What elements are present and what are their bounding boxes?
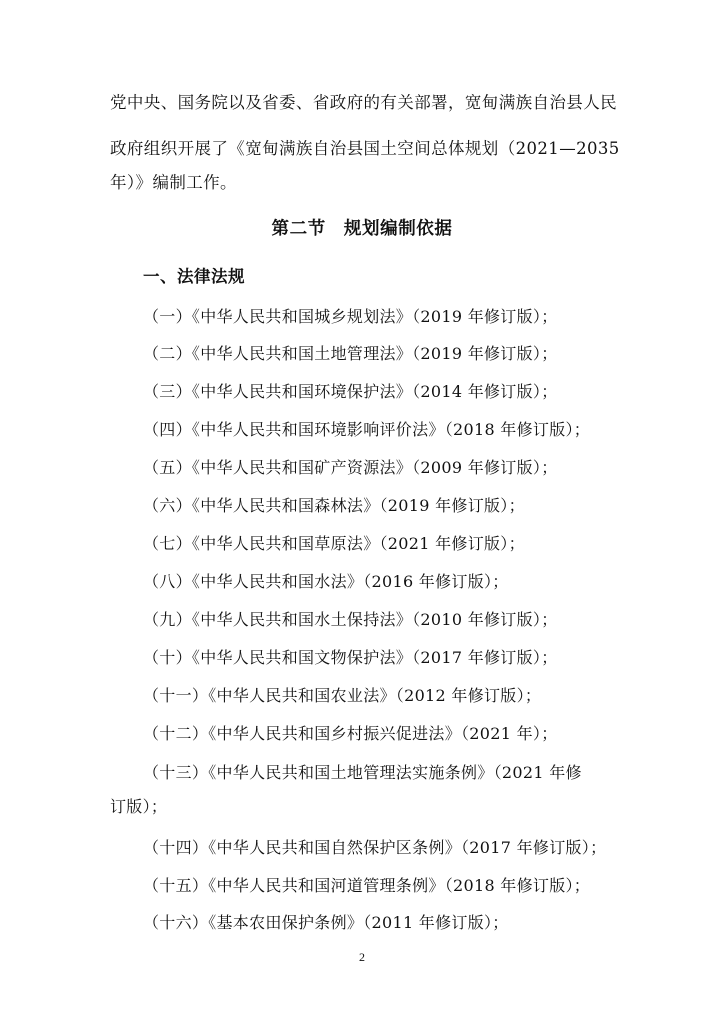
- law-item: （七）《中华人民共和国草原法》（2021 年修订版）；: [143, 534, 525, 553]
- law-item: （一）《中华人民共和国城乡规划法》（2019 年修订版）；: [143, 307, 558, 326]
- law-item: （八）《中华人民共和国水法》（2016 年修订版）；: [143, 572, 509, 591]
- page-number: 2: [359, 950, 365, 964]
- law-item-continuation: 订版）；: [110, 797, 168, 816]
- law-item: （三）《中华人民共和国环境保护法》（2014 年修订版）；: [143, 382, 558, 401]
- law-item: （十一）《中华人民共和国农业法》（2012 年修订版）；: [143, 686, 542, 705]
- subsection-title: 一、法律法规: [143, 267, 245, 286]
- law-item: （十五）《中华人民共和国河道管理条例》（2018 年修订版）；: [143, 876, 591, 895]
- law-item: （十）《中华人民共和国文物保护法》（2017 年修订版）；: [143, 648, 558, 667]
- law-item: （二）《中华人民共和国土地管理法》（2019 年修订版）；: [143, 344, 558, 363]
- law-item: （十六）《基本农田保护条例》（2011 年修订版）；: [143, 913, 509, 932]
- law-item: （四）《中华人民共和国环境影响评价法》（2018 年修订版）；: [143, 420, 591, 439]
- intro-line-1: 党中央、国务院以及省委、省政府的有关部署，宽甸满族自治县人民: [110, 93, 617, 112]
- law-item: （六）《中华人民共和国森林法》（2019 年修订版）；: [143, 496, 525, 515]
- section-title: 第二节 规划编制依据: [271, 219, 453, 239]
- law-item: （十三）《中华人民共和国土地管理法实施条例》（2021 年修: [143, 763, 582, 782]
- law-item: （十四）《中华人民共和国自然保护区条例》（2017 年修订版）；: [143, 838, 607, 857]
- intro-line-3: 年）》编制工作。: [110, 173, 237, 192]
- law-item: （九）《中华人民共和国水土保持法》（2010 年修订版）；: [143, 610, 558, 629]
- law-item: （十二）《中华人民共和国乡村振兴促进法》（2021 年）；: [143, 724, 558, 743]
- intro-line-2: 政府组织开展了《宽甸满族自治县国土空间总体规划（2021—2035: [110, 139, 620, 158]
- law-item: （五）《中华人民共和国矿产资源法》（2009 年修订版）；: [143, 458, 558, 477]
